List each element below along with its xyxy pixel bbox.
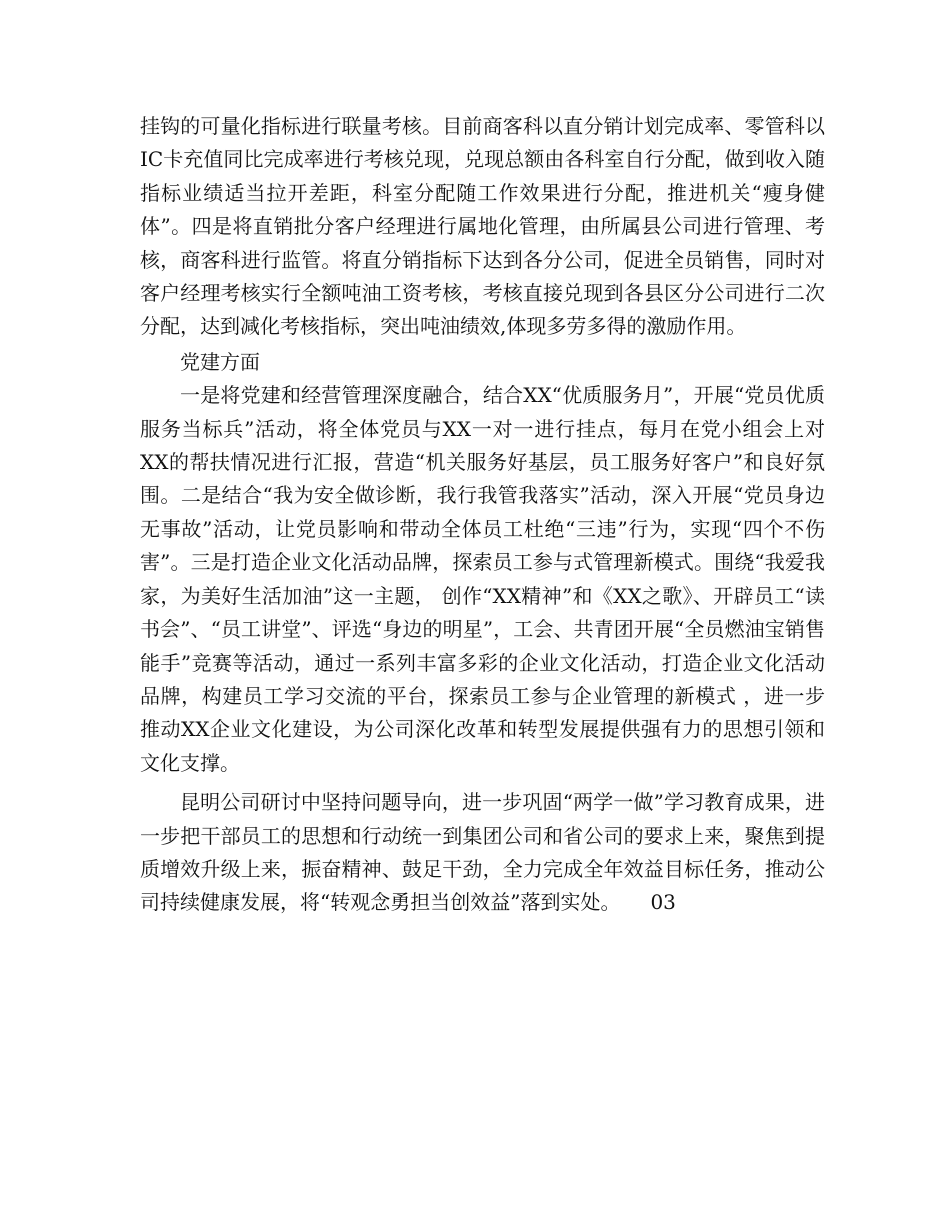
paragraph-kunming: 昆明公司研讨中坚持问题导向，进一步巩固“两学一做”学习教育成果，进一步把干部员工的思想和行动统一到集团公司和省公司的要求上来，聚焦到提质增效升级上来，振奋精神、鼓足干劲，全力完成全年效益目标任务，推动公司持续健康发展，将“转观念勇担当创效益”落到实处。 03 — [140, 790, 825, 915]
document-body — [140, 110, 825, 920]
section-heading-party-building: 党建方面 — [180, 349, 260, 374]
paragraph-assessment: 挂钩的可量化指标进行联量考核。目前商客科以直分销计划完成率、零管科以IC卡充值同比完成率进行考核兑现，兑现总额由各科室自行分配，做到收入随指标业绩适当拉开差距，科室分配随工作效果进行分配，推进机关“瘦身健体”。四是将直销批分客户经理进行属地化管理，由所属县公司进行管理、考核，商客科进行监管。将直分销指标下达到各分公司，促进全员销售，同时对客户经理考核实行全额吨油工资考核，考核直接兑现到各县区分公司进行二次分配，达到减化考核指标，突出吨油绩效,体现多劳多得的激励作用。 — [140, 114, 825, 339]
paragraph-party-building: 一是将党建和经营管理深度融合，结合XX“优质服务月”，开展“党员优质服务当标兵”活动，将全体党员与XX一对一进行挂点，每月在党小组会上对XX的帮扶情况进行汇报，营造“机关服务好基层，员工服务好客户”和良好氛围。二是结合“我为安全做诊断，我行我管我落实”活动，深入开展“党员身边无事故”活动，让党员影响和带动全体员工杜绝“三违”行为，实现“四个不伤害”。三是打造企业文化活动品牌，探索员工参与式管理新模式。围绕“我爱我家，为美好生活加油”这一主题， 创作“XX精神”和《XX之歌》、开辟员工“读书会”、“员工讲堂”、评选“身边的明星”，工会、共青团开展“全员燃油宝销售能手”竞赛等活动，通过一系列丰富多彩的企业文化活动，打造企业文化活动品牌，构建员工学习交流的平台，探索员工参与企业管理的新模式 ，进一步推动XX企业文化建设，为公司深化改革和转型发展提供强有力的思想引领和文化支撑。 — [140, 383, 825, 775]
